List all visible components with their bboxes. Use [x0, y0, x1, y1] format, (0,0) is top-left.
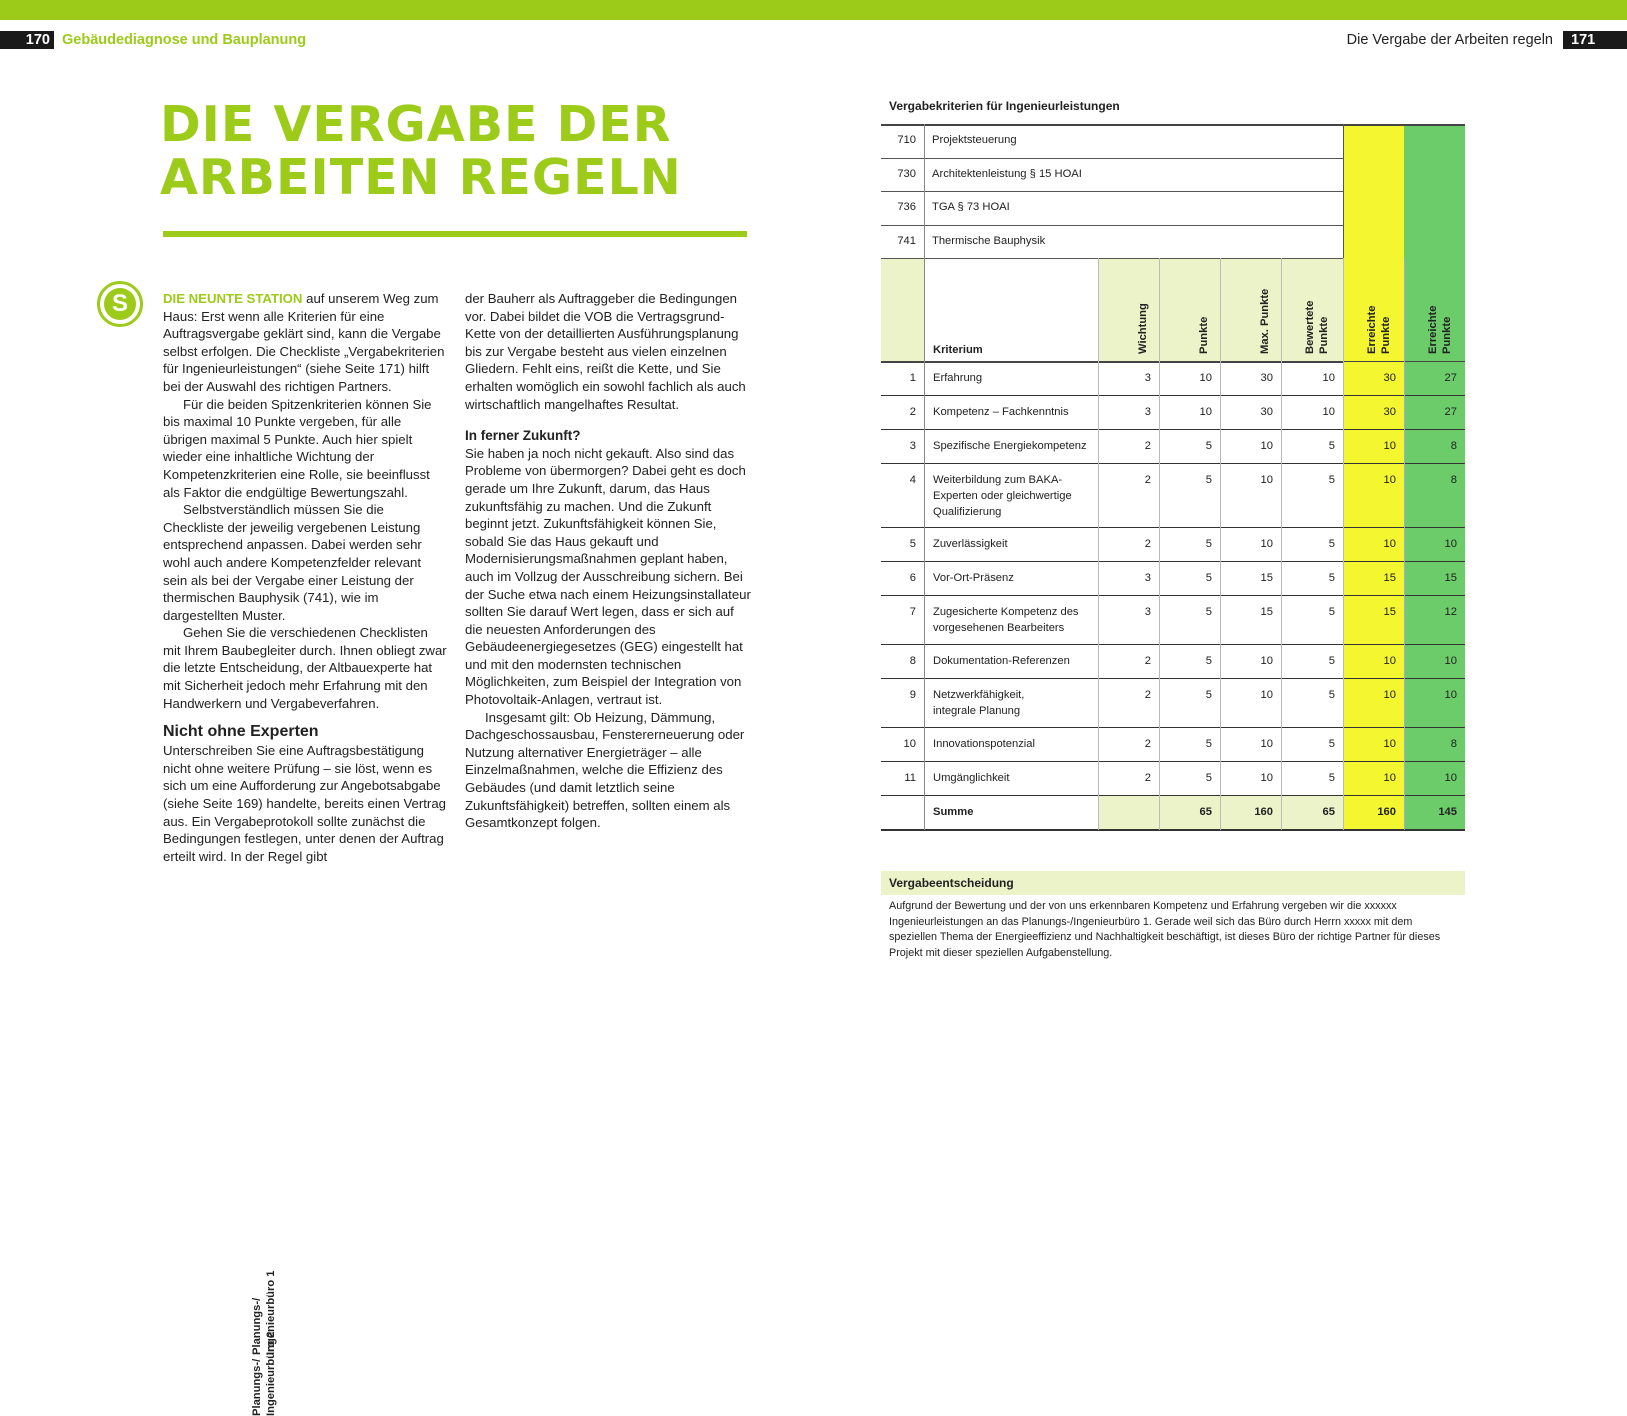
column-vline: [924, 258, 925, 830]
row-number: 1: [909, 372, 916, 384]
cell-m: 10: [1260, 440, 1273, 452]
bureau2-label-line: Planungs-/: [251, 1358, 263, 1416]
running-header-left: [0, 31, 306, 49]
decision-heading-bar: [881, 871, 1465, 895]
row-criterion: [933, 370, 1113, 386]
cell-b: 10: [1322, 406, 1335, 418]
service-code: 736: [897, 201, 916, 213]
row-criterion: [933, 472, 1113, 520]
cell-w: 3: [1144, 606, 1151, 618]
column-vline: [1220, 258, 1221, 830]
criterion-line: Kompetenz – Fachkenntnis: [933, 406, 1069, 418]
cell-p: 5: [1205, 738, 1212, 750]
cell-b: 5: [1328, 655, 1335, 667]
row-number: 9: [909, 689, 916, 701]
criterion-line: Umgänglichkeit: [933, 772, 1010, 784]
cell-e2: 8: [1450, 474, 1457, 486]
row-criterion: [933, 404, 1113, 420]
cell-b: 5: [1328, 738, 1335, 750]
row-criterion: [933, 770, 1113, 786]
paragraph-1-text: auf unserem Weg zum Haus: Erst wenn alle Kriterien für eine Auftragsvergabe geklärt sind, kann die Vergabe selbst erfolgen. Die Checkliste „Vergabekriterien für Ingenieurleistungen“ (siehe Seite 171) hilft bei der Auswahl des richtigen Partners.: [163, 291, 445, 394]
cell-e1: 10: [1383, 655, 1396, 667]
paragraph-4: Gehen Sie die verschiedenen Checklisten mit Ihrem Baubegleiter durch. Ihnen obliegt zwar die letzte Entscheidung, der Altbauexperte hat mit Sicherheit jedoch mehr Erfahrung mit den Handwerkern und Vergabeverfahren.: [163, 625, 447, 711]
paragraph-intro: [163, 290, 448, 396]
bewertete-header-line: Bewertete: [1304, 300, 1316, 354]
row-number: 5: [909, 538, 916, 550]
cell-m: 30: [1260, 372, 1273, 384]
erreichte1-header: [1365, 305, 1393, 354]
criterion-line: Erfahrung: [933, 372, 983, 384]
erreichte1-header-line: Erreichte: [1366, 305, 1378, 354]
erreichte1-header-line: Punkte: [1380, 316, 1392, 354]
criterion-line: Dokumentation-Referenzen: [933, 655, 1070, 667]
row-criterion: [933, 687, 1113, 719]
row-criterion: [933, 736, 1113, 752]
cell-e1: 15: [1383, 572, 1396, 584]
bureau1-label-line: Planungs-/: [251, 1297, 263, 1355]
sum-m: 160: [1254, 806, 1273, 818]
cell-e1: 10: [1383, 772, 1396, 784]
column-vline: [1159, 258, 1160, 830]
kriterium-header: Kriterium: [933, 344, 983, 356]
cell-e1: 10: [1383, 738, 1396, 750]
cell-w: 2: [1144, 689, 1151, 701]
cell-p: 5: [1205, 772, 1212, 784]
row-number: 6: [909, 572, 916, 584]
service-divider: [881, 191, 1343, 192]
heading-experts: Nicht ohne Experten: [163, 723, 319, 741]
cell-e2: 8: [1450, 738, 1457, 750]
row-number: 7: [909, 606, 916, 618]
criterion-line: Zuverlässigkeit: [933, 538, 1008, 550]
row-criterion: [933, 653, 1113, 669]
row-number: 10: [903, 738, 916, 750]
running-title-right: Die Vergabe der Arbeiten regeln: [1346, 32, 1553, 48]
bureau1-label-line: Ingenieurbüro 1: [265, 1270, 277, 1355]
sum-label: Summe: [933, 806, 974, 818]
cell-e2: 10: [1444, 538, 1457, 550]
page-title-line-1: DIE VERGABE DER: [160, 96, 672, 153]
cell-w: 3: [1144, 406, 1151, 418]
cell-p: 5: [1205, 572, 1212, 584]
criterion-line: Experten oder gleichwertige: [933, 490, 1072, 502]
table-caption: Vergabekriterien für Ingenieurleistungen: [889, 99, 1120, 113]
max-punkte-header: [1258, 289, 1272, 354]
cell-e1: 10: [1383, 440, 1396, 452]
criterion-line: vorgesehenen Bearbeiters: [933, 622, 1065, 634]
cell-e1: 15: [1383, 606, 1396, 618]
service-code: 730: [897, 167, 916, 180]
cell-e1: 30: [1383, 406, 1396, 418]
row-number: 11: [904, 772, 916, 784]
service-name: Projektsteuerung: [932, 134, 1017, 146]
erreichte2-header: [1426, 305, 1454, 354]
cell-e2: 10: [1444, 655, 1457, 667]
punkte-header-line: Punkte: [1198, 316, 1210, 354]
row-number: 2: [909, 406, 916, 418]
paragraph-8: Insgesamt gilt: Ob Heizung, Dämmung, Dachgeschossausbau, Fenstererneuerung oder Nutzung alternativer Energieträger – alle Einzelmaßnahmen, welche die Effizienz des Gebäudes (und damit letztlich seine Zukunftsfähigkeit) betreffen, sollten einem als Gesamtkonzept folgen.: [465, 709, 745, 831]
section-title: Gebäudediagnose und Bauplanung: [62, 32, 307, 48]
cell-e2: 27: [1444, 406, 1457, 418]
criterion-line: Vor-Ort-Präsenz: [933, 572, 1014, 584]
cell-e2: 10: [1444, 689, 1457, 701]
cell-w: 2: [1144, 440, 1151, 452]
cell-w: 2: [1144, 655, 1151, 667]
title-rule: [163, 231, 747, 237]
row-number: 8: [909, 655, 916, 667]
page-title: [160, 98, 760, 204]
row-criterion: [933, 604, 1113, 636]
cell-p: 5: [1205, 538, 1212, 550]
sum-b: 65: [1322, 806, 1335, 818]
criterion-line: Netzwerkfähigkeit,: [933, 689, 1025, 701]
criterion-line: Qualifizierung: [933, 506, 1002, 518]
cell-m: 10: [1260, 738, 1273, 750]
cell-w: 2: [1144, 772, 1151, 784]
column-vline: [1281, 258, 1282, 830]
bewertete-header-line: Punkte: [1318, 316, 1330, 354]
criterion-line: integrale Planung: [933, 705, 1021, 717]
service-name: Architektenleistung § 15 HOAI: [932, 167, 1082, 180]
service-top-line: [881, 124, 1465, 126]
sum-e2: 145: [1438, 806, 1457, 818]
page-number-right: 171: [1563, 31, 1627, 49]
criterion-line: Zugesicherte Kompetenz des: [933, 606, 1079, 618]
cell-p: 5: [1205, 655, 1212, 667]
erreichte2-header-line: Erreichte: [1427, 305, 1439, 354]
paragraph-6: der Bauherr als Auftraggeber die Bedingungen vor. Dabei bildet die VOB die Vertragsgrund-Kette von der detaillierten Ausführungsplanung bis zur Vergabe besteht aus vielen einzelnen Gliedern. Fehlt eins, reißt die Kette, und Sie erhalten womöglich ein sowohl fachlich als auch wirtschaftlich mangelhaftes Resultat.: [465, 291, 746, 412]
service-divider: [881, 258, 1343, 259]
lead-in: DIE NEUNTE STATION: [163, 291, 303, 306]
row-number: 4: [909, 474, 916, 486]
cell-w: 2: [1144, 738, 1151, 750]
cell-e1: 10: [1383, 474, 1396, 486]
cell-b: 5: [1328, 474, 1335, 486]
sum-e1: 160: [1377, 806, 1396, 818]
service-code: 741: [897, 234, 916, 247]
erreichte2-header-line: Punkte: [1441, 316, 1453, 354]
cell-e1: 10: [1383, 689, 1396, 701]
row-criterion: [933, 536, 1113, 552]
cell-m: 10: [1260, 689, 1273, 701]
cell-e2: 8: [1450, 440, 1457, 452]
cell-m: 10: [1260, 538, 1273, 550]
row-number: 3: [909, 440, 916, 452]
row-criterion: [933, 570, 1113, 586]
cell-p: 10: [1199, 372, 1212, 384]
cell-e2: 15: [1444, 572, 1457, 584]
top-color-bar: [0, 0, 1627, 20]
row-criterion: [933, 438, 1113, 454]
criterion-line: Weiterbildung zum BAKA-: [933, 474, 1063, 486]
column-vline: [1404, 258, 1405, 830]
paragraph-5: Unterschreiben Sie eine Auftragsbestätigung nicht ohne weitere Prüfung – sie löst, wenn es sich um eine Aufforderung zur Angebotsabgabe (siehe Seite 169) handelte, bereits einen Vertrag aus. Ein Vergabeprotokoll sollte zunächst die Bedingungen festlegen, unter denen der Auftrag erteilt wird. In der Regel gibt: [163, 743, 446, 864]
cell-w: 3: [1144, 372, 1151, 384]
sum-p: 65: [1199, 806, 1212, 818]
cell-p: 5: [1205, 474, 1212, 486]
cell-b: 5: [1328, 606, 1335, 618]
bureau2-label-line: Ingenieurbüro 2: [265, 1331, 277, 1416]
cell-e2: 12: [1444, 606, 1457, 618]
cell-w: 2: [1144, 538, 1151, 550]
column-vline: [1098, 258, 1099, 830]
cell-b: 5: [1328, 689, 1335, 701]
cell-m: 10: [1260, 655, 1273, 667]
cell-b: 5: [1328, 538, 1335, 550]
cell-b: 10: [1322, 372, 1335, 384]
bureau2-label: [250, 1331, 278, 1416]
cell-m: 10: [1260, 474, 1273, 486]
cell-p: 5: [1205, 689, 1212, 701]
decision-text: Aufgrund der Bewertung und der von uns erkennbaren Kompetenz und Erfahrung vergeben wir die xxxxxx Ingenieurleistungen an das Planungs-/Ingenieurbüro 1. Gerade weil sich das Büro durch Herrn xxxxx mit dem speziellen Thema der Energieeffizienz und Nachhaltigkeit beschäftigt, ist dieses Büro der richtige Partner für dieses Projekt mit dieser speziellen Aufgabenstellung.: [889, 900, 1441, 959]
bewertete-header: [1303, 301, 1331, 354]
criterion-line: Innovationspotenzial: [933, 738, 1036, 750]
max-punkte-header-line: Max. Punkte: [1259, 288, 1271, 354]
page-number-left: 170: [0, 31, 54, 49]
cell-m: 30: [1260, 406, 1273, 418]
column-vline: [1343, 258, 1344, 830]
paragraph-7: Sie haben ja noch nicht gekauft. Also sind das Probleme von übermorgen? Dabei geht es doch gerade um Ihre Zukunft, darum, das Haus zukunftsfähig zu machen. Und die Zukunft beginnt jetzt. Zukunftsfähigkeit können Sie, sobald Sie das Haus gekauft und Modernisierungsmaßnahmen geplant haben, auch im Vollzug der Ausschreibung sichern. Bei der Suche etwa nach einem Heizungsinstallateur sollten Sie darauf Wert legen, dass er sich auf die neuesten Anforderungen des Gebäudeenergiegesetzes (GEG) eingestellt hat und mit den modernsten technischen Möglichkeiten, zum Beispiel der Integration von Photovoltaik-Anlagen, vertraut ist.: [465, 445, 751, 708]
service-name: Thermische Bauphysik: [932, 234, 1046, 247]
running-header-right: [1347, 31, 1627, 49]
cell-b: 5: [1328, 572, 1335, 584]
paragraph-3: Selbstverständlich müssen Sie die Checkliste der jeweilig vergebenen Leistung entsprechend anpassen. Dabei werden sehr wohl auch andere Kompetenzfelder relevant sein als bei der Vergabe einer Leistung der thermischen Bauphysik (741), wie im dargestellten Muster.: [163, 502, 422, 623]
criterion-line: Spezifische Energiekompetenz: [933, 440, 1087, 452]
service-divider: [881, 225, 1343, 226]
cell-m: 15: [1260, 572, 1273, 584]
heading-future: In ferner Zukunft?: [465, 428, 581, 444]
cell-e2: 10: [1444, 772, 1457, 784]
cell-m: 15: [1260, 606, 1273, 618]
station-s-letter: S: [104, 288, 136, 320]
cell-b: 5: [1328, 440, 1335, 452]
cell-w: 2: [1144, 474, 1151, 486]
decision-heading: Vergabeentscheidung: [889, 876, 1014, 890]
wichtung-header-line: Wichtung: [1137, 303, 1149, 354]
text-column-1: [163, 290, 448, 865]
service-code: 710: [897, 134, 916, 146]
cell-m: 10: [1260, 772, 1273, 784]
cell-e1: 30: [1383, 372, 1396, 384]
cell-e1: 10: [1383, 538, 1396, 550]
station-s-icon: [97, 281, 143, 327]
cell-b: 5: [1328, 772, 1335, 784]
page-title-line-2: ARBEITEN REGELN: [160, 149, 682, 206]
service-divider: [881, 158, 1343, 159]
table-bottom-line: [881, 829, 1465, 831]
cell-p: 10: [1199, 406, 1212, 418]
cell-e2: 27: [1444, 372, 1457, 384]
wichtung-header: [1136, 303, 1150, 354]
service-name: TGA § 73 HOAI: [932, 201, 1010, 213]
cell-p: 5: [1205, 440, 1212, 452]
text-column-2: [465, 290, 752, 832]
cell-w: 3: [1144, 572, 1151, 584]
paragraph-2: Für die beiden Spitzenkriterien können Sie bis maximal 10 Punkte vergeben, für alle übrigen maximal 5 Punkte. Auch hier spielt wieder eine inhaltliche Wichtung der Kompetenzkriterien eine Rolle, sie beeinflusst als Faktor die endgültige Bewertungszahl.: [163, 396, 432, 500]
punkte-header: [1197, 317, 1211, 354]
cell-p: 5: [1205, 606, 1212, 618]
